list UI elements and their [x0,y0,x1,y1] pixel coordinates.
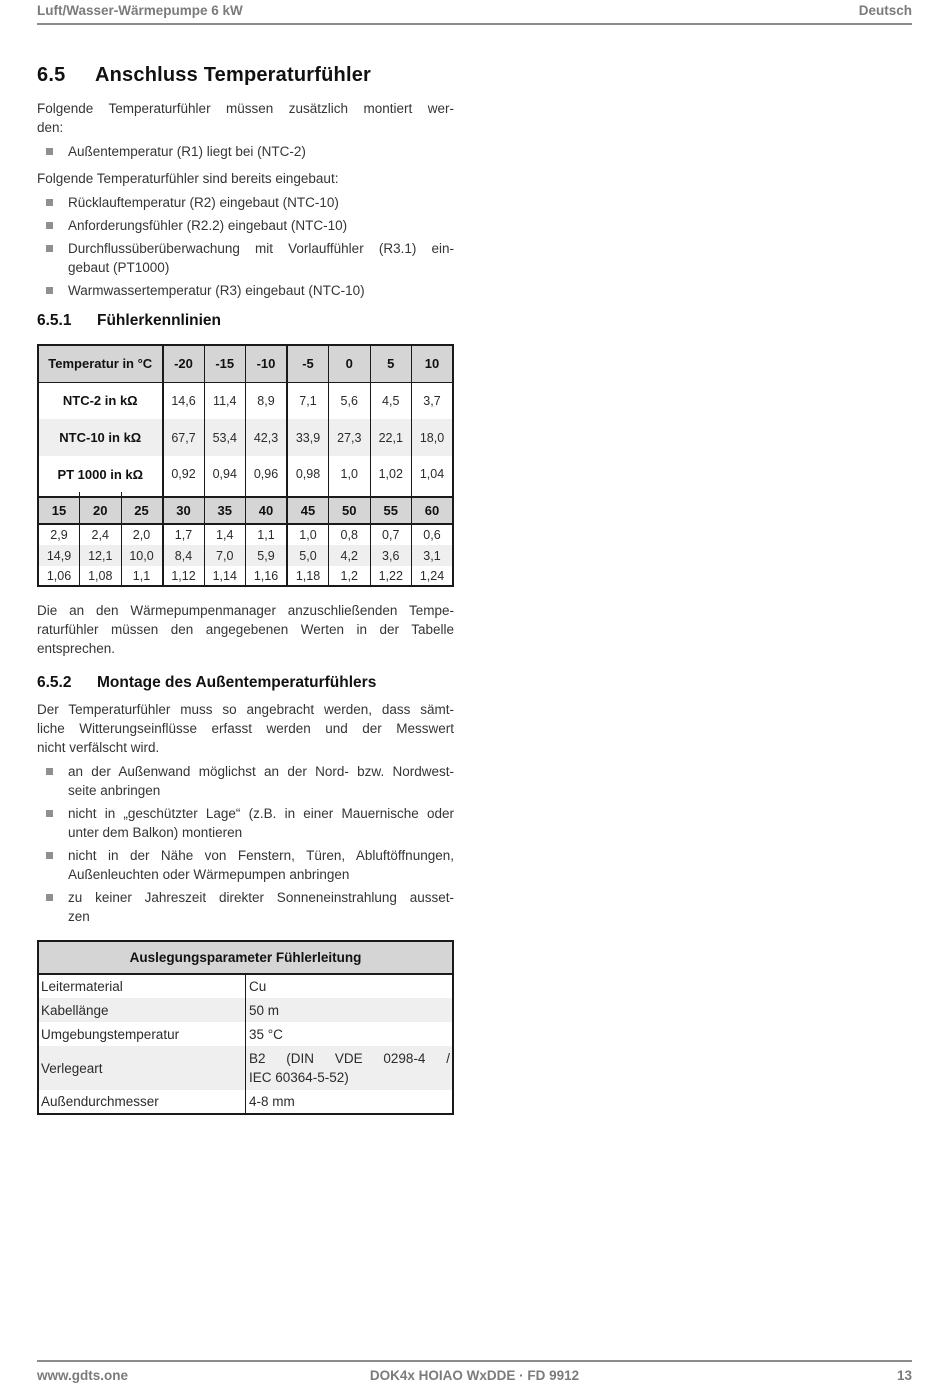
cell: PT 1000 in kΩ [57,466,144,482]
section-number: 6.5 [37,64,66,86]
text-line: an der Außenwand möglichst an der Nord- bzw. Nordwest- [68,764,454,779]
text-line: gebaut (PT1000) [68,260,170,275]
paragraph [37,169,454,188]
bullet-square-icon [46,222,53,229]
section-title: Anschluss Temperaturfühler [95,64,372,86]
params-table [37,940,454,1115]
cell: 5,6 [329,382,371,419]
cell: 1,4 [204,524,246,545]
cell [246,998,454,1022]
cell: -20 [163,345,205,382]
table-header-row [38,941,453,974]
text-line: 50 m [249,1002,280,1018]
bullet-list [37,142,454,161]
bullet-item [37,762,454,800]
document-title: Luft/Wasser-Wärmepumpe 6 kW [37,3,243,18]
cell: Kabellänge [38,998,246,1022]
content-column [37,64,454,1115]
bullet-text [68,804,454,842]
cell: 3,6 [370,545,412,566]
cell: 5 [370,345,412,382]
cell: 2,0 [121,524,163,545]
bullet-item [37,142,454,161]
paragraph [37,601,454,658]
bullet-item [37,888,454,926]
text-line: 4-8 mm [249,1094,295,1109]
cell: 50 [329,497,371,524]
cell: 25 [121,497,163,524]
section-heading-65 [37,64,454,87]
cell: 0,7 [370,524,412,545]
bullet-text [68,216,454,235]
bullet-list [37,193,454,300]
cell: 0 [329,345,371,382]
bullet-square-icon [46,287,53,294]
section-heading-651 [37,312,454,330]
cell: 14,9 [38,545,80,566]
cell [246,1022,454,1046]
cell: 22,1 [370,419,412,456]
sensor-characteristics-table [37,344,454,587]
cell: 1,06 [46,568,72,583]
cell: 7,0 [204,545,246,566]
website-url: www.gdts.one [37,1368,128,1383]
bullet-text [68,888,454,926]
cell: 1,1 [246,524,288,545]
cell: 1,02 [370,456,412,492]
text-line: liche Witterungseinflüsse erfasst werden und der Messwert [37,721,454,736]
cell: NTC-10 in kΩ [38,419,163,456]
text-line: Anforderungsfühler (R2.2) eingebaut (NTC-10) [68,218,348,233]
text-line: unter dem Balkon) montieren [68,825,243,840]
cell: 1,14 [204,566,246,586]
table-row [38,1090,453,1114]
cell: 5,9 [246,545,288,566]
text-line: Folgende Temperaturfühler müssen zusätzlich montiert wer- [37,101,454,116]
cell [246,1046,454,1090]
cell: 2,4 [80,524,122,545]
cell: 12,1 [80,545,122,566]
text-line: 35 °C [249,1026,283,1042]
text-line: Der Temperaturfühler muss so angebracht werden, dass sämt- [37,702,454,717]
cell: 1,0 [287,524,329,545]
table-row [38,524,453,545]
cell [246,974,454,998]
table-row [38,456,453,492]
table-header-row [38,497,453,524]
cell: 67,7 [163,419,205,456]
cell: 5,0 [287,545,329,566]
cell: 1,18 [287,566,329,586]
bullet-item [37,193,454,212]
table-row [38,545,453,566]
cell [246,1090,454,1114]
bullet-item [37,281,454,300]
cell: 53,4 [204,419,246,456]
cell: 1,04 [412,456,454,492]
text-line: entsprechen. [37,641,116,656]
cell: 45 [287,497,329,524]
text-line: Cu [249,979,267,994]
cell: 1,1 [121,566,163,586]
text-line: Folgende Temperaturfühler sind bereits eingebaut: [37,171,339,186]
cell: 0,8 [329,524,371,545]
cell: 60 [412,497,454,524]
cell: 1,16 [246,566,288,586]
section-number: 6.5.2 [37,674,72,691]
text-line: nicht verfälscht wird. [37,740,160,755]
table-row [38,1046,453,1090]
bullet-item [37,216,454,235]
text-line: Außenleuchten oder Wärmepumpen anbringen [68,867,350,882]
cell: 35 [204,497,246,524]
cell: 0,6 [412,524,454,545]
table-row [38,566,453,586]
language-label: Deutsch [858,3,912,18]
cell: 14,6 [163,382,205,419]
text-line: Rücklauftemperatur (R2) eingebaut (NTC-10) [68,195,339,210]
cell: 11,4 [204,382,246,419]
text-line: Durchflussüberüberwachung mit Vorlauffühler (R3.1) ein- [68,241,454,256]
cell: -10 [246,345,288,382]
bullet-square-icon [46,148,53,155]
cell: 0,94 [204,456,246,492]
cell: 0,98 [287,456,329,492]
cell: 10 [412,345,454,382]
cell: 42,3 [246,419,288,456]
page-header [37,3,912,25]
text-line: zu keiner Jahreszeit direkter Sonneneinstrahlung ausset- [68,890,454,905]
table-row [38,974,453,998]
cell: 7,1 [287,382,329,419]
bullet-list [37,762,454,926]
cell: Temperatur in °C [38,345,163,382]
bullet-square-icon [46,894,53,901]
bullet-text [68,193,454,212]
text-line: B2 (DIN VDE 0298-4 / [249,1051,450,1066]
cell: 15 [38,497,80,524]
bullet-item [37,804,454,842]
cell: 1,08 [80,566,122,586]
table-row [38,419,453,456]
table-row [38,998,453,1022]
cell: 1,24 [412,566,454,586]
cell: 0,92 [163,456,205,492]
cell: 8,9 [246,382,288,419]
cell: 4,2 [329,545,371,566]
table-row [38,1022,453,1046]
cell: NTC-2 in kΩ [62,393,138,409]
cell: 1,2 [329,566,371,586]
bullet-square-icon [46,810,53,817]
bullet-square-icon [46,199,53,206]
cell: 3,7 [412,382,454,419]
cell: Verlegeart [38,1046,246,1090]
section-heading-652 [37,674,454,692]
text-line: Die an den Wärmepumpenmanager anzuschließenden Tempe- [37,603,454,618]
cell: 1,12 [163,566,205,586]
bullet-item [37,239,454,277]
cell: -15 [204,345,246,382]
text-line: den: [37,120,64,135]
table-row [38,382,453,419]
table-title-cell: Auslegungsparameter Fühlerleitung [38,941,453,974]
bullet-square-icon [46,768,53,775]
cell: 3,1 [412,545,454,566]
page-number: 13 [896,1368,912,1383]
bullet-text [68,846,454,884]
text-line: raturfühler müssen den angegebenen Werten in der Tabelle [37,622,454,637]
cell: 2,9 [50,528,68,542]
table-header-row [38,345,453,382]
cell: Umgebungstemperatur [41,1026,180,1042]
cell: 1,22 [370,566,412,586]
cell: 10,0 [121,545,163,566]
cell: 30 [163,497,205,524]
text-line: IEC 60364-5-52) [249,1070,349,1085]
bullet-text [68,281,454,300]
cell: 4,5 [370,382,412,419]
bullet-item [37,846,454,884]
bullet-text [68,239,454,277]
doc-number: DOK4x HOIAO WxDDE · FD 9912 [369,1368,580,1383]
section-title: Fühlerkennlinien [97,312,222,329]
cell: 27,3 [329,419,371,456]
paragraph [37,99,454,137]
section-title: Montage des Außentemperaturfühlers [97,674,377,691]
text-line: seite anbringen [68,783,161,798]
bullet-square-icon [46,245,53,252]
paragraph [37,700,454,757]
bullet-text [68,762,454,800]
cell: 0,96 [246,456,288,492]
cell: Leitermaterial [41,979,123,994]
bullet-square-icon [46,852,53,859]
bullet-text [68,142,454,161]
text-line: Warmwassertemperatur (R3) eingebaut (NTC-10) [68,283,365,298]
cell: 33,9 [287,419,329,456]
cell: 8,4 [163,545,205,566]
page-footer [37,1360,912,1383]
cell: 40 [246,497,288,524]
section-number: 6.5.1 [37,312,72,329]
cell: Außendurchmesser [41,1094,159,1109]
cell: 1,0 [329,456,371,492]
text-line: zen [68,909,90,924]
cell: 18,0 [412,419,454,456]
cell: 20 [80,497,122,524]
text-line: nicht in „geschützter Lage“ (z.B. in einer Mauernische oder [68,806,454,821]
text-line: Außentemperatur (R1) liegt bei (NTC-2) [68,144,306,159]
cell: 55 [370,497,412,524]
cell: -5 [287,345,329,382]
text-line: nicht in der Nähe von Fenstern, Türen, Abluftöffnungen, [68,848,454,863]
cell: 1,7 [163,524,205,545]
